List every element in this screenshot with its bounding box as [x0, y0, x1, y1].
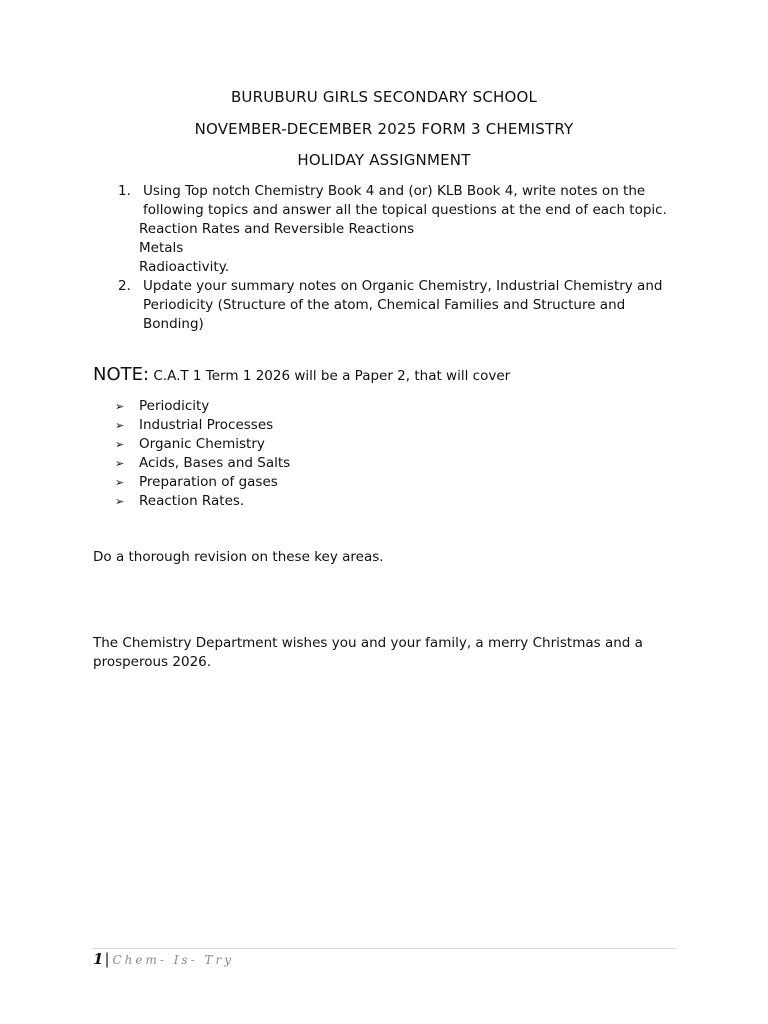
note-label: NOTE:	[93, 364, 150, 385]
page-footer	[93, 950, 234, 968]
arrow-bullet-icon: ➢	[115, 495, 125, 508]
topic-item: Radioactivity.	[139, 259, 230, 275]
arrow-bullet-icon: ➢	[115, 438, 125, 451]
arrow-bullet-icon: ➢	[115, 476, 125, 489]
coverage-topic: Periodicity	[139, 398, 210, 414]
note-text: C.A.T 1 Term 1 2026 will be a Paper 2, that will cover	[153, 368, 511, 384]
note-line	[93, 364, 510, 385]
arrow-bullet-icon: ➢	[115, 457, 125, 470]
coverage-topic: Preparation of gases	[139, 474, 278, 490]
school-name: BURUBURU GIRLS SECONDARY SCHOOL	[230, 88, 538, 106]
running-footer-text: Chem- Is- Try	[112, 953, 235, 967]
footer-separator: |	[104, 950, 110, 968]
list-item	[115, 492, 290, 511]
topic-item: Metals	[139, 240, 184, 256]
task-text: Using Top notch Chemistry Book 4 and (or) KLB Book 4, write notes on the following topics and answer all the topical questions at the end of each topic.	[143, 183, 667, 218]
arrow-bullet-icon: ➢	[115, 419, 125, 432]
list-item	[115, 435, 290, 454]
list-item	[115, 454, 290, 473]
footer-divider	[93, 948, 677, 949]
task-item	[118, 182, 688, 220]
closing-message: The Chemistry Department wishes you and your family, a merry Christmas and a prosperous 2026.	[93, 635, 643, 670]
list-item	[115, 397, 290, 416]
coverage-topic: Industrial Processes	[139, 417, 274, 433]
coverage-topic: Reaction Rates.	[139, 493, 245, 509]
task-item	[118, 277, 688, 334]
coverage-topic: Organic Chemistry	[139, 436, 265, 452]
term-title: NOVEMBER-DECEMBER 2025 FORM 3 CHEMISTRY	[194, 120, 574, 138]
task-text: Update your summary notes on Organic Chemistry, Industrial Chemistry and Periodicity (Structure of the atom, Chemical Families and Structure and Bonding)	[143, 278, 663, 332]
list-item	[115, 416, 290, 435]
task-number: 2.	[118, 278, 131, 294]
arrow-bullet-icon: ➢	[115, 400, 125, 413]
task-number: 1.	[118, 183, 131, 199]
assignment-title: HOLIDAY ASSIGNMENT	[297, 151, 471, 169]
page-number: 1	[93, 950, 104, 968]
coverage-topic: Acids, Bases and Salts	[139, 455, 291, 471]
coverage-list	[115, 397, 290, 511]
topic-item: Reaction Rates and Reversible Reactions	[139, 221, 415, 237]
task-list	[118, 182, 688, 334]
revision-instruction: Do a thorough revision on these key areas.	[93, 549, 384, 565]
list-item	[115, 473, 290, 492]
